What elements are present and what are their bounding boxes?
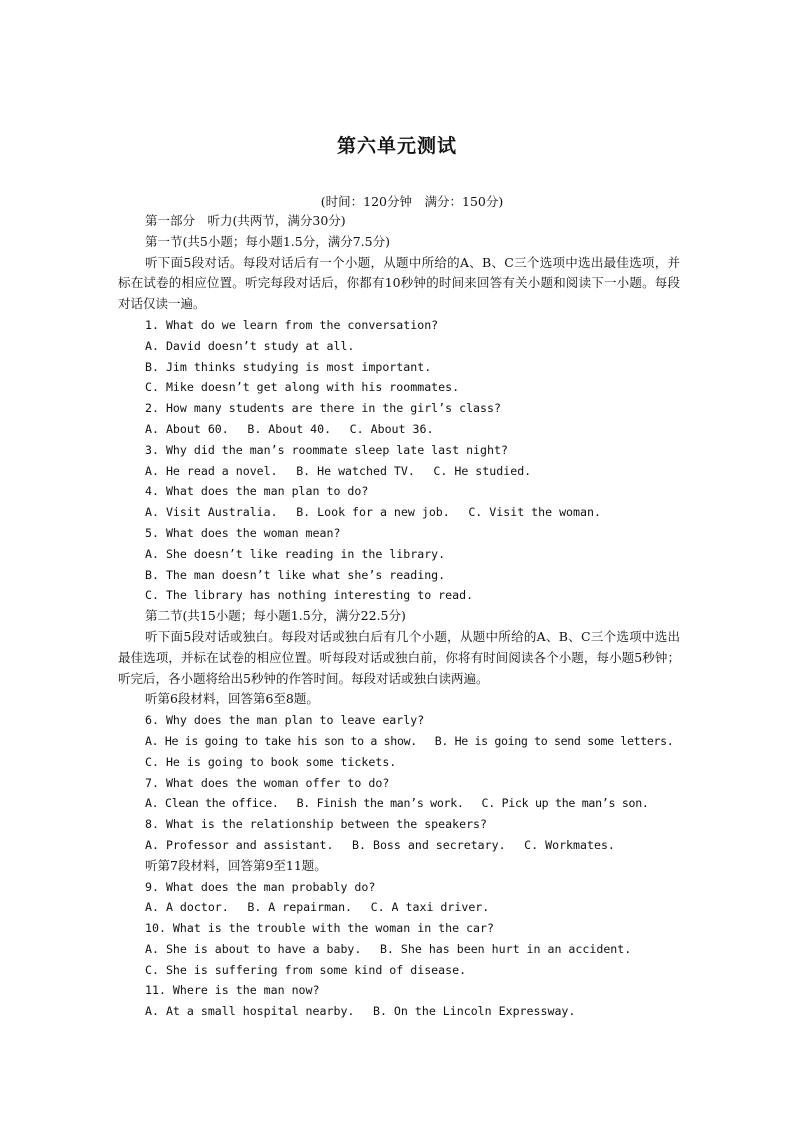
- answer-options: A. Professor and assistant. B. Boss and secretary. C. Workmates.: [145, 837, 615, 852]
- answer-options: A. She is about to have a baby. B. She has been hurt in an accident.: [145, 941, 632, 956]
- answer-options: A. He read a novel. B. He watched TV. C. He studied.: [145, 463, 532, 478]
- section-instruction: 听下面5段对话。每段对话后有一个小题，从题中所给的A、B、C三个选项中选出最佳选项，并标在试卷的相应位置。听完每段对话后，你都有10秒钟的时间来回答有关小题和阅读下一小题。每段对话仅读一遍。: [118, 254, 680, 312]
- answer-options: A. Clean the office. B. Finish the man’s work. C. Pick up the man’s son.: [145, 796, 649, 811]
- answer-option: B. Jim thinks studying is most important.: [145, 359, 432, 374]
- section-instruction: 听下面5段对话或独白。每段对话或独白后有几个小题，从题中所给的A、B、C三个选项中选出最佳选项，并标在试卷的相应位置。听每段对话或独白前，你将有时间阅读各个小题，每小题5秒钟； 听完后，各小题将给出5秒钟的作答时间。每段对话或独白读两遍。: [118, 628, 680, 686]
- question-text: 11. Where is the man now?: [145, 983, 320, 998]
- answer-options: A. At a small hospital nearby. B. On the Lincoln Expressway.: [145, 1004, 576, 1019]
- question-text: 1. What do we learn from the conversation?: [145, 317, 439, 332]
- question-text: 9. What does the man probably do?: [145, 879, 376, 894]
- question-text: 4. What does the man plan to do?: [145, 484, 369, 499]
- question-text: 10. What is the trouble with the woman in the car?: [145, 921, 495, 936]
- answer-options: A. A doctor. B. A repairman. C. A taxi driver.: [145, 900, 490, 915]
- answer-options: A. Visit Australia. B. Look for a new job. C. Visit the woman.: [145, 505, 601, 520]
- answer-option: C. He is going to book some tickets.: [145, 754, 397, 769]
- question-text: 8. What is the relationship between the speakers?: [145, 817, 488, 832]
- answer-options: A. He is going to take his son to a show. B. He is going to send some letters.: [145, 733, 674, 748]
- exam-content: [118, 211, 680, 1022]
- material-heading: 听第7段材料，回答第9至11题。: [145, 857, 327, 873]
- answer-option: B. The man doesn’t like what she’s reading.: [145, 567, 446, 582]
- question-text: 3. Why did the man’s roommate sleep late last night?: [145, 442, 508, 457]
- question-text: 7. What does the woman offer to do?: [145, 775, 390, 790]
- question-text: 2. How many students are there in the girl’s class?: [145, 401, 501, 416]
- answer-option: C. She is suffering from some kind of disease.: [145, 962, 467, 977]
- question-text: 5. What does the woman mean?: [145, 525, 341, 540]
- answer-options: A. About 60. B. About 40. C. About 36.: [145, 421, 434, 436]
- section-heading: 第二节(共15小题；每小题1.5分，满分22.5分): [145, 608, 406, 624]
- exam-time-score: (时间：120分钟 满分：150分): [320, 194, 504, 209]
- page-title: 第六单元测试: [336, 135, 457, 157]
- answer-option: C. Mike doesn’t get along with his roommates.: [145, 380, 460, 395]
- answer-option: A. She doesn’t like reading in the library.: [145, 546, 446, 561]
- part-heading: 第一部分 听力(共两节，满分30分): [145, 213, 346, 228]
- material-heading: 听第6段材料，回答第6至8题。: [145, 691, 319, 707]
- answer-option: A. David doesn’t study at all.: [145, 338, 355, 353]
- question-text: 6. Why does the man plan to leave early?: [145, 713, 425, 728]
- answer-option: C. The library has nothing interesting to read.: [145, 588, 474, 603]
- section-heading: 第一节(共5小题；每小题1.5分，满分7.5分): [145, 233, 390, 249]
